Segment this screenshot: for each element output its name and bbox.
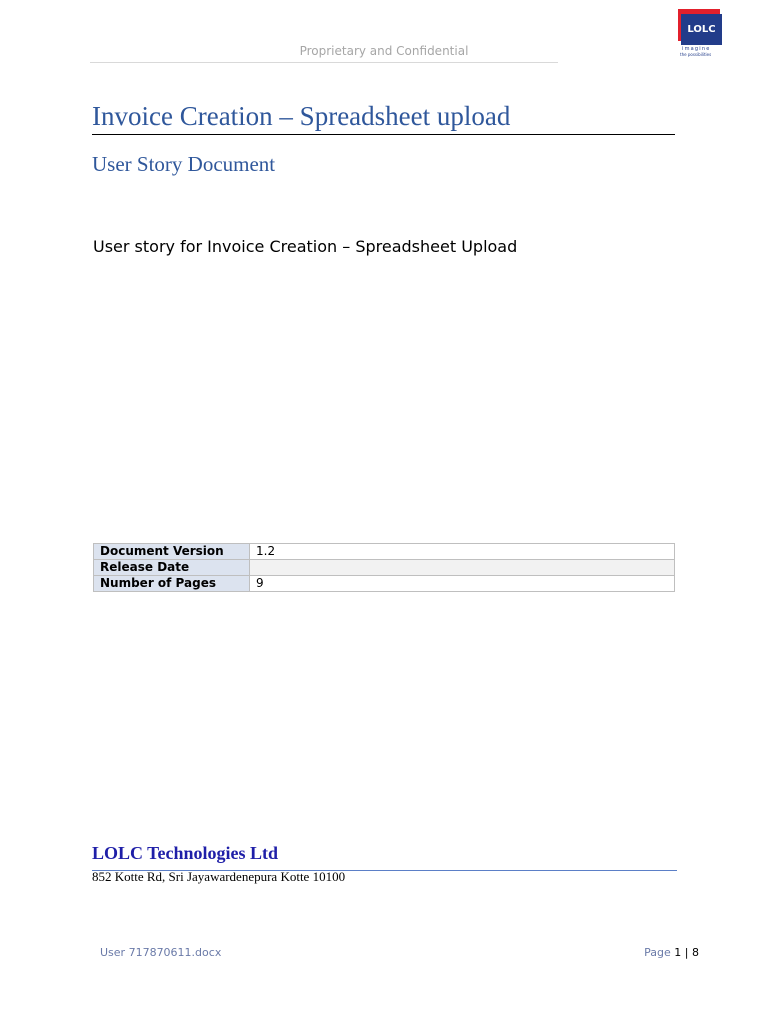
meta-value-release-date bbox=[250, 560, 675, 576]
document-meta-table bbox=[93, 543, 675, 592]
footer-page-total: 8 bbox=[692, 946, 699, 959]
title-rule bbox=[92, 134, 675, 135]
document-title: Invoice Creation – Spreadsheet upload bbox=[92, 101, 511, 131]
company-address: 852 Kotte Rd, Sri Jayawardenepura Kotte 10100 bbox=[92, 869, 346, 884]
lead-paragraph: User story for Invoice Creation – Spreadsheet Upload bbox=[93, 237, 518, 256]
company-name: LOLC Technologies Ltd bbox=[92, 843, 279, 863]
footer-page-separator: | bbox=[684, 946, 689, 959]
table-row bbox=[94, 544, 675, 560]
table-row bbox=[94, 576, 675, 592]
document-subtitle: User Story Document bbox=[92, 152, 276, 176]
meta-key-version: Document Version bbox=[94, 544, 250, 560]
logo-mark: LOLC bbox=[687, 24, 716, 35]
header-rule bbox=[90, 62, 558, 63]
logo-tagline-2: the possibilities bbox=[680, 52, 712, 57]
footer-page-number bbox=[644, 946, 699, 959]
footer-page-current: 1 bbox=[674, 946, 682, 959]
meta-key-pages: Number of Pages bbox=[94, 576, 250, 592]
footer-page-label: Page bbox=[644, 946, 671, 959]
meta-value-version: 1.2 bbox=[250, 544, 675, 560]
lolc-logo bbox=[678, 9, 724, 57]
table-row bbox=[94, 560, 675, 576]
meta-value-pages: 9 bbox=[250, 576, 675, 592]
logo-tagline-1: imagine bbox=[682, 46, 711, 52]
footer-filename: User 717870611.docx bbox=[100, 946, 222, 959]
page-header-text: Proprietary and Confidential bbox=[299, 44, 469, 58]
meta-key-release-date: Release Date bbox=[94, 560, 250, 576]
